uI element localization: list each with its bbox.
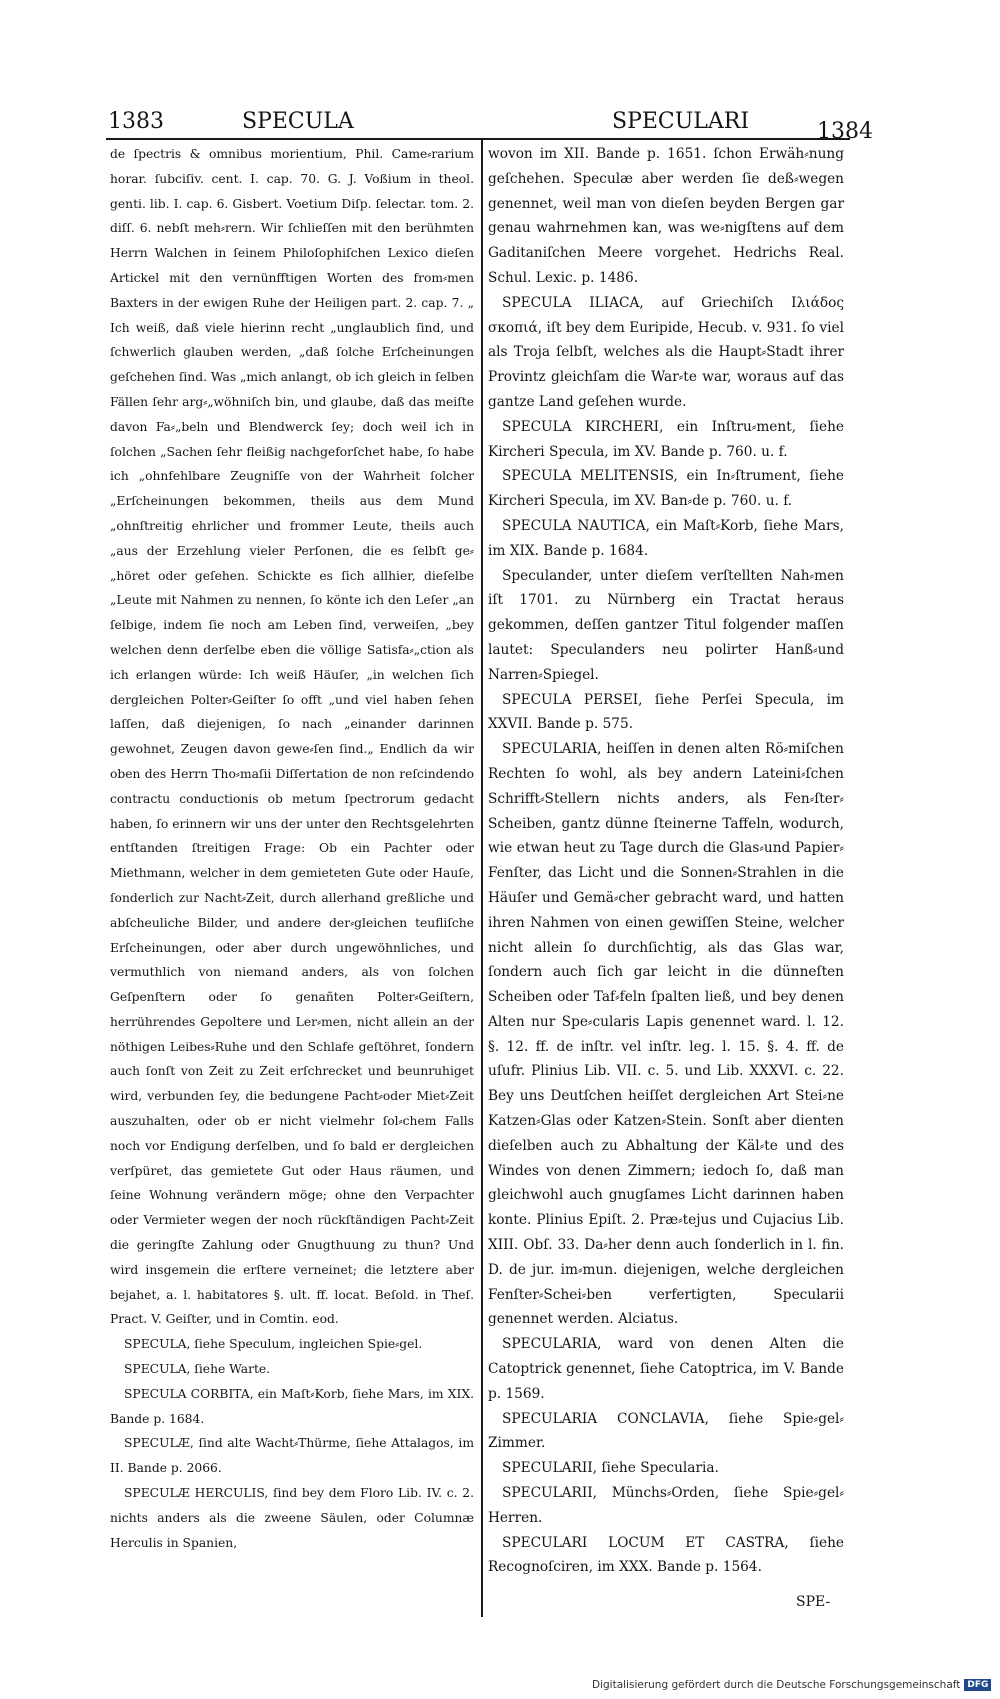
entry-continuation-right: wovon im XII. Bande p. 1651. ſchon Erwäh⸗nung geſchehen. Speculæ aber werden ſie deß⸗wegen genennet, weil man von dieſen beyden Bergen gar genau wahrnehmen kan, was we⸗nigſtens auf dem Gaditaniſchen Meere vorgehet. Hedrichs Real. Schul. Lexic. p. 1486. [488, 146, 844, 286]
catchword: SPE- [796, 1594, 831, 1610]
entry-continuation: de ſpectris & omnibus morientium, Phil. Came⸗rarium horar. ſubciſiv. cent. I. cap. 70. G. J. Voßium in theol. genti. lib. I. cap. 6. Gisbert. Voetium Diſp. ſelectar. tom. 2. diſſ. 6. nebſt meh⸗rern. Wir ſchlieſſen mit den berühmten Herrn Walchen in ſeinem Philoſophiſchen Lexico dieſen Artickel mit den vernünfftigen Worten des from⸗men Baxters in der ewigen Ruhe der Heiligen part. 2. cap. 7. „ Ich weiß, daß viele hierinn recht „unglaublich ſind, und ſchwerlich glauben werden, „daß ſolche Erſcheinungen geſchehen ſind. Was „mich anlangt, ob ich gleich in ſelben Fällen ſehr arg⸗„wöhniſch bin, und glaube, daß das meiſte davon Fa⸗„beln und Blendwerck ſey; doch weil ich in ſolchen „Sachen ſehr fleißig nachgeforſchet habe, ſo habe ich „ohnfehlbare Zeugniſſe von der Wahrheit ſolcher „Erſcheinungen bekommen, theils aus dem Mund „ohnſtreitig ehrlicher und frommer Leute, theils auch „aus der Erzehlung vieler Perſonen, die es ſelbſt ge⸗„höret oder geſehen. Schickte es ſich allhier, dieſelbe „Leute mit Nahmen zu nennen, ſo könte ich den Leſer „an ſelbige, indem ſie noch am Leben ſind, verweiſen, „bey welchen denn derſelbe eben die völlige Satisfa⸗„ction als ich erlangen würde: Ich weiß Häuſer, „in welchen ſich dergleichen Polter⸗Geiſter ſo offt „und viel haben ſehen laſſen, daß diejenigen, ſo nach „einander darinnen gewohnet, Zeugen davon gewe⸗ſen ſind.„ Endlich da wir oben des Herrn Tho⸗maſii Diſſertation de non reſcindendo contractu conductionis ob metum ſpectrorum gedacht haben, ſo erinnern wir uns der unter den Rechtsgelehrten entſtanden ſtreitigen Frage: Ob ein Pachter oder Miethmann, welcher in dem gemieteten Gute oder Hauſe, ſonderlich zur Nacht⸗Zeit, durch allerhand greßliche und abſcheuliche Bilder, und andere der⸗gleichen teufliſche Erſcheinungen, oder aber durch ungewöhnliches, und vermuthlich von niemand anders, als von ſolchen Geſpenſtern oder ſo genañten Polter⸗Geiſtern, herrührendes Gepoltere und Ler⸗men, nicht allein an der nöthigen Leibes⸗Ruhe und den Schlafe geſtöhret, ſondern auch ſonſt von Zeit zu Zeit erſchrecket und beunruhiget wird, verbunden ſey, die bedungene Pacht⸗oder Miet⸗Zeit auszuhalten, oder ob er nicht vielmehr ſol⸗chem Falls noch vor Endigung derſelben, und ſo bald er dergleichen verſpüret, das gemietete Gut oder Haus räumen, und ſeine Wohnung verändern möge; ohne den Verpachter oder Vermieter wegen der noch rückſtändigen Pacht⸗Zeit die geringſte Zahlung oder Gnugthuung zu thun? Und wird insgemein die erſtere verneinet; die letztere aber bejahet, a. l. habitatores §. ult. ff. locat. Beſold. in Theſ. Pract. V. Geiſter, und in Comtin. eod. [110, 147, 474, 1327]
page-number-left: 1383 [108, 109, 164, 134]
entry-specularii: SPECULARII, ſiehe Specularia. [502, 1460, 719, 1477]
right-column [488, 142, 844, 1580]
entry-speculander: Speculander, unter dieſem verſtellten Nah⸗men iſt 1701. zu Nürnberg ein Tractat heraus gekommen, deſſen gantzer Titul folgender maſſen lautet: Speculanders neu polirter Hanß⸗und Narren⸗Spiegel. [488, 567, 844, 683]
entry-specula-kircheri: SPECULA KIRCHERI, ein Inſtru⸗ment, ſiehe Kircheri Specula, im XV. Bande p. 760. u. f. [488, 418, 844, 460]
header-rule [106, 138, 850, 140]
page-number-right: 1384 [817, 119, 873, 144]
footer-credit [592, 1679, 991, 1691]
dfg-logo-icon: DFG [964, 1679, 991, 1691]
entry-specularia-catoptrick: SPECULARIA, ward von denen Alten die Catoptrick genennet, ſiehe Catoptrica, im V. Bande p. 1569. [488, 1336, 844, 1402]
entry-speculae-herculis: SPECULÆ HERCULIS, ſind bey dem Floro Lib. IV. c. 2. nichts anders als die zweene Säulen, oder Columnæ Herculis in Spanien, [110, 1486, 474, 1550]
entry-specula-warte: SPECULA, ſiehe Warte. [124, 1362, 271, 1377]
running-head-left: SPECULA [242, 109, 354, 134]
entry-speculae: SPECULÆ, ſind alte Wacht⸗Thürme, ſiehe Attalagos, im II. Bande p. 2066. [110, 1436, 474, 1476]
entry-specularii-orden: SPECULARII, Münchs⸗Orden, ſiehe Spie⸗gel⸗Herren. [488, 1485, 844, 1526]
entry-specularia: SPECULARIA, heiſſen in denen alten Rö⸗miſchen Rechten ſo wohl, als bey andern Lateini⸗ſchen Schrifft⸗Stellern nichts anders, als Fen⸗ſter⸗Scheiben, gantz dünne ſteinerne Taffeln, wodurch, wie etwan heut zu Tage durch die Glas⸗und Papier⸗Fenſter, das Licht und die Sonnen⸗Strahlen in die Häuſer und Gemä⸗cher gebracht ward, und hatten ihren Nahmen von einen gewiſſen Steine, welcher nicht allein ſo durchſichtig, als das Glas war, ſondern auch ſich gar leicht in die dünneſten Scheiben oder Taf⸗feln ſpalten ließ, und bey denen Alten nur Spe⸗cularis Lapis genennet ward. l. 12. §. 12. ff. de inſtr. vel inſtr. leg. l. 15. §. 4. ff. de uſufr. Plinius Lib. VII. c. 5. und Lib. XXXVI. c. 22. Bey uns Deutſchen heiſſet dergleichen Art Stei⸗ne Katzen⸗Glas oder Katzen⸗Stein. Sonſt aber dienten dieſelben auch zu Abhaltung der Käl⸗te und des Windes von denen Zimmern; iedoch ſo, daß man gleichwohl auch gnugſames Licht darinnen haben konte. Plinius Epiſt. 2. Præ⸗tejus und Cujacius Lib. XIII. Obſ. 33. Da⸗her denn auch ſonderlich in l. fin. D. de jur. im⸗mun. diejenigen, welche dergleichen Fenſter⸗Schei⸗ben verfertigten, Specularii genennet werden. Alciatus. [488, 741, 844, 1328]
footer-text: Digitalisierung gefördert durch die Deutsche Forschungsgemeinschaft [592, 1679, 961, 1691]
entry-specula-iliaca: SPECULA ILIACA, auf Griechiſch Ιλιάδος σκοπιά, iſt bey dem Euripide, Hecub. v. 931. ſo viel als Troja ſelbſt, welches als die Haupt⸗Stadt ihrer Provintz gleichſam die War⸗te war, woraus auf das gantze Land geſehen wurde. [488, 294, 844, 410]
column-divider [481, 139, 483, 1617]
entry-specularia-conclavia: SPECULARIA CONCLAVIA, ſiehe Spie⸗gel⸗Zimmer. [488, 1410, 844, 1452]
running-head-right: SPECULARI [612, 109, 750, 134]
entry-speculari-locum: SPECULARI LOCUM ET CASTRA, ſiehe Recognoſciren, im XXX. Bande p. 1564. [488, 1534, 844, 1576]
entry-specula-nautica: SPECULA NAUTICA, ein Maſt⸗Korb, ſiehe Mars, im XIX. Bande p. 1684. [488, 517, 844, 559]
entry-specula-persei: SPECULA PERSEI, ſiehe Perſei Specula, im XXVII. Bande p. 575. [488, 691, 844, 733]
left-column [110, 142, 474, 1555]
entry-specula-melitensis: SPECULA MELITENSIS, ein In⸗ſtrument, ſiehe Kircheri Specula, im XV. Ban⸗de p. 760. u. f. [488, 468, 844, 510]
entry-specula-corbita: SPECULA CORBITA, ein Maſt⸗Korb, ſiehe Mars, im XIX. Bande p. 1684. [110, 1386, 474, 1426]
entry-specula-speculum: SPECULA, ſiehe Speculum, ingleichen Spie⸗gel. [124, 1337, 423, 1352]
page-header [0, 108, 1000, 144]
